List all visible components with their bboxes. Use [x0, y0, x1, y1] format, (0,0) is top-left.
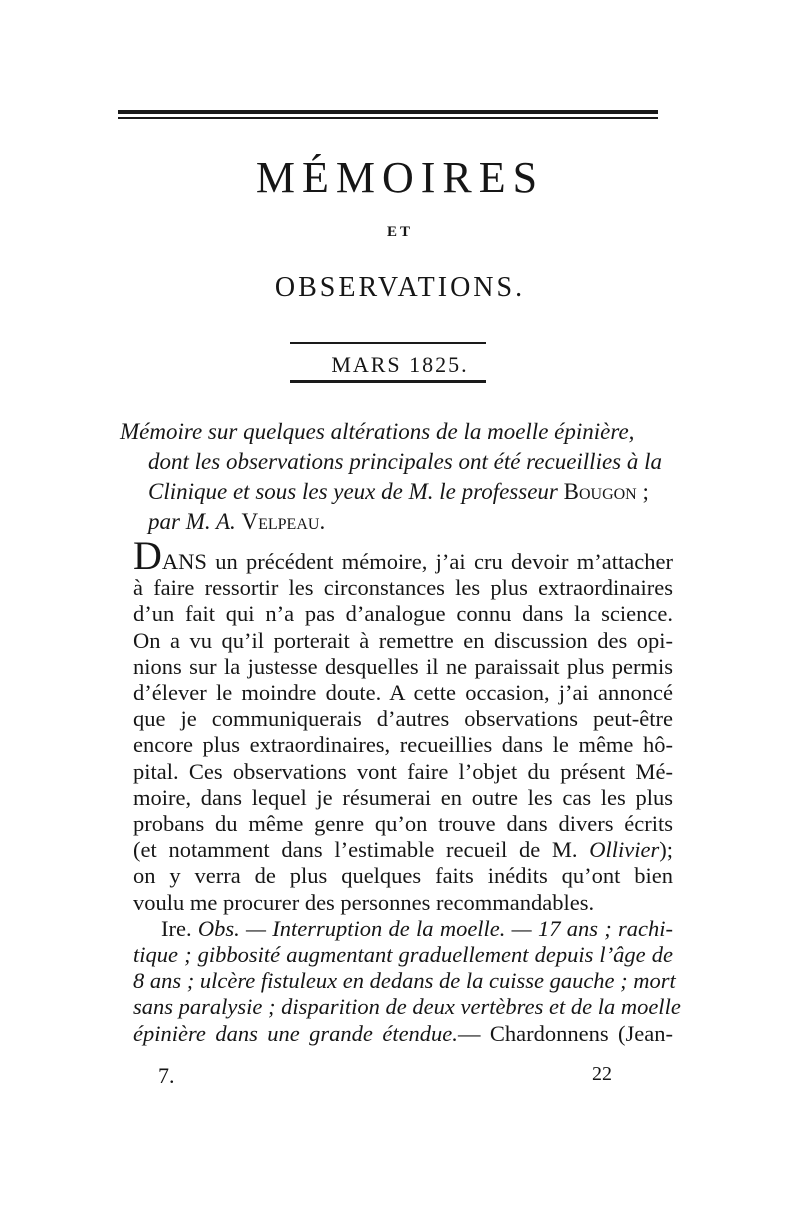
body-line: à faire ressortir les circonstances les plus extraordinaires [133, 575, 673, 601]
body-line: probans du même genre qu’on trouve dans divers écrits [133, 811, 673, 837]
drop-cap: D [133, 533, 162, 578]
memoir-title-line: Clinique et sous les yeux de M. le professeur Bougon ; [148, 479, 649, 504]
observation-line: tique ; gibbosité augmentant graduellement depuis l’âge de [133, 942, 673, 968]
body-line: (et notamment dans l’estimable recueil de M. Ollivier); [133, 837, 673, 863]
body-line: moire, dans lequel je résumerai en outre les cas les plus [133, 784, 673, 810]
body-line: d’un fait qui n’a pas d’analogue connu dans la science. [133, 601, 673, 627]
body-line: d’élever le moindre doute. A cette occasion, j’ai annoncé [133, 680, 673, 706]
body-text [133, 533, 681, 1047]
memoir-title-line: dont les observations principales ont été recueillies à la [148, 449, 663, 474]
cited-author: Ollivier [589, 837, 660, 863]
body-line: pital. Ces observations vont faire l’objet du présent Mé- [133, 758, 673, 784]
observation-line: Ire. Obs. — Interruption de la moelle. — 17 ans ; rachi- [161, 915, 673, 941]
signature-mark: 7. [158, 1063, 175, 1088]
observation-line: sans paralysie ; disparition de deux vertèbres et de la moelle [133, 994, 681, 1020]
memoir-title-line: Mémoire sur quelques altérations de la moelle épinière, [120, 419, 635, 444]
body-line: que je communiquerais d’autres observations peut-être [133, 706, 673, 732]
body-line: nions sur la justesse desquelles il ne paraissait plus permis [133, 653, 673, 679]
memoir-title-line: par M. A. Velpeau. [148, 509, 326, 534]
body-line: on y verra de plus quelques faits inédits qu’ont bien [133, 863, 673, 889]
top-rule-thin [118, 117, 658, 119]
section-subtitle: OBSERVATIONS. [274, 272, 526, 303]
section-conjunction: ET [386, 224, 413, 240]
professor-name: Bougon ; [563, 479, 649, 504]
observation-line: 8 ans ; ulcère fistuleux en dedans de la cuisse gauche ; mort [133, 968, 676, 994]
body-line: encore plus extraordinaires, recueillies dans le même hô- [133, 732, 673, 758]
date-rule-bottom [290, 380, 486, 383]
page-number: 22 [592, 1063, 612, 1085]
memoir-title [120, 417, 680, 537]
section-title: MÉMOIRES [255, 153, 545, 202]
observation-line: épinière dans une grande étendue.— Chardonnens (Jean- [133, 1020, 673, 1046]
body-line: On a vu qu’il porterait à remettre en discussion des opi- [133, 627, 673, 653]
date-rule-top [290, 342, 486, 344]
issue-date: MARS 1825. [331, 352, 469, 377]
observation-number: Ire. [161, 915, 198, 941]
body-line: voulu me procurer des personnes recommandables. [133, 889, 595, 915]
top-rule-thick [118, 110, 658, 114]
body-line: DANS un précédent mémoire, j’ai cru devoir m’attacher [133, 533, 673, 578]
author-name: Velpeau. [241, 509, 326, 534]
